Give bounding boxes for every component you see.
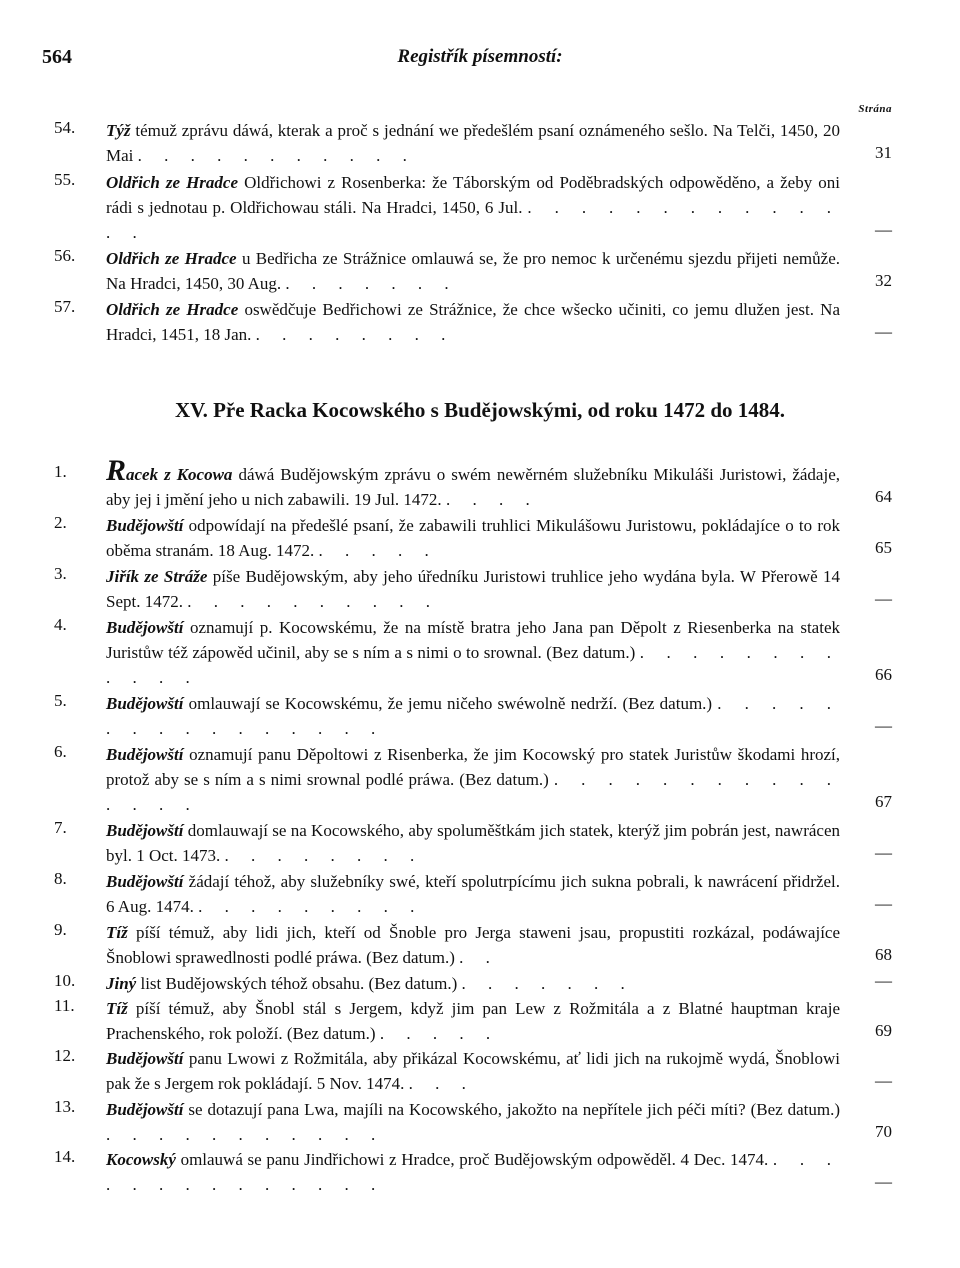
entry-number: 12.	[54, 1046, 76, 1065]
entry-page-number: —	[875, 894, 892, 914]
entry-author: Budějowští	[106, 1100, 184, 1119]
entry-text	[106, 170, 840, 246]
entry-number: 6.	[54, 742, 67, 761]
entry-number: 8.	[54, 869, 67, 888]
leader-dots: . . . . .	[318, 541, 438, 561]
entry-text	[106, 246, 840, 296]
entry-page-number: 32	[875, 271, 892, 291]
entry-page-number: —	[875, 1071, 892, 1091]
entry-author: Oldřich ze Hradce	[106, 300, 239, 319]
entry-body: témuž zprávu dáwá, kterak a proč s jednání we předešlém psaní oznámeného sešlo. Na Telči, 1450, 20 Mai	[106, 121, 841, 166]
page-header	[42, 46, 918, 86]
entry-number: 9.	[54, 920, 67, 939]
entry-text	[106, 920, 840, 970]
entry-author: Budějowští	[106, 618, 184, 637]
entry-body: oznamují p. Kocowskému, že na místě bratra jeho Jana pan Děpolt z Riesenberka na statek Juristůw též zápowěd učinil, aby se s ním a s nimi o to srownal. (Bez datum.)	[106, 618, 841, 663]
entry-page-number: —	[875, 322, 892, 342]
entry-body: oznamují panu Děpoltowi z Risenberka, že jim Kocowský pro statek Juristůw škodami hrozí, protož aby se s ním a s nimi srownal podlé práwa. (Bez datum.)	[106, 745, 841, 790]
entry-page-number: 65	[875, 538, 892, 558]
entry-number: 10.	[54, 971, 76, 990]
entry-text	[106, 691, 840, 741]
entry-number: 54.	[54, 118, 76, 137]
entry-text	[106, 513, 840, 563]
leader-dots: . . . . . . . .	[224, 846, 424, 866]
entry-body: se dotazují pana Lwa, majíli na Kocowského, jakožto na nepřítele jich péči míti? (Bez datum.)	[188, 1100, 840, 1119]
leader-dots: . . . . . . . . . . . . . . . .	[106, 694, 841, 739]
entry-body: list Budějowských téhož obsahu. (Bez datum.)	[140, 974, 458, 993]
entry-number: 3.	[54, 564, 67, 583]
leader-dots: . . . .	[445, 490, 539, 510]
leader-dots: . . .	[408, 1074, 475, 1094]
page-number: 564	[42, 46, 72, 68]
entry-page-number: —	[875, 716, 892, 736]
entry-page-number: —	[875, 220, 892, 240]
leader-dots: . . . . . . . . .	[198, 897, 424, 917]
entry-body: u Bedřicha ze Strážnice omlauwá se, že pro nemoc k určenému sjezdu přijeti nemůže. Na Hradci, 1450, 30 Aug.	[106, 249, 840, 294]
entry-author: Budějowští	[106, 1049, 184, 1068]
entry-text	[106, 118, 840, 168]
entry-author: Budějowští	[106, 694, 184, 713]
leader-dots: . . . . . . . . . . . . . .	[106, 1150, 841, 1195]
entry-page-number: 67	[875, 792, 892, 812]
entry-author: Kocowský	[106, 1150, 176, 1169]
entry-body: omlauwají se Kocowskému, že jemu ničeho swéwolně nedrží. (Bez datum.)	[188, 694, 713, 713]
entry-author: Oldřich ze Hradce	[106, 173, 239, 192]
leader-dots: . . . . . . .	[285, 274, 458, 294]
entry-body: píše Budějowským, aby jeho úředníku Juristowi truhlice jeho wydána byla. W Přerowě 14 Sept. 1472.	[106, 567, 841, 612]
entry-author: Tíž	[106, 999, 128, 1018]
leader-dots: . . . . . . .	[461, 974, 634, 993]
entry-body: žádají téhož, aby služebníky swé, kteří spolutrpícímu jich sukna pobrali, k nawrácení přidržel. 6 Aug. 1474.	[106, 872, 840, 917]
leader-dots: . . . . . . . . . . . .	[106, 643, 841, 688]
entry-page-number: —	[875, 1172, 892, 1192]
entry-number: 14.	[54, 1147, 76, 1166]
entry-page-number: 31	[875, 143, 892, 163]
entry-number: 2.	[54, 513, 67, 532]
entry-number: 55.	[54, 170, 76, 189]
entry-author: Jiřík ze Stráže	[106, 567, 208, 586]
entry-number: 7.	[54, 818, 67, 837]
leader-dots: . . . . . . . . . .	[187, 592, 439, 612]
entry-number: 56.	[54, 246, 76, 265]
entry-text	[106, 869, 840, 919]
entry-text	[106, 297, 840, 347]
entry-page-number: 64	[875, 487, 892, 507]
entry-page-number: —	[875, 971, 892, 990]
entry-body: odpowídají na předešlé psaní, že zabawili truhlici Mikulášowu Juristowu, pokládajíce o to rok oběma stranám. 18 Aug. 1472.	[106, 516, 841, 561]
entry-number: 11.	[54, 996, 75, 1015]
entry-author: Budějowští	[106, 821, 184, 840]
entry-body: dáwá Budějowským zprávu o swém newěrném služebníku Mikuláši Juristowi, žádaje, aby jej i jmění jeho u nich zabawili. 19 Jul. 1472.	[106, 465, 840, 510]
entry-body: oswědčuje Bedřichowi ze Strážnice, že chce wšecko učiniti, co jemu dlužen jest. Na Hradci, 1451, 18 Jan.	[106, 300, 840, 345]
entry-number: 5.	[54, 691, 67, 710]
entry-author: Oldřich ze Hradce	[106, 249, 237, 268]
entry-text	[106, 1097, 840, 1147]
entry-text	[106, 742, 840, 818]
entry-author: Budějowští	[106, 516, 184, 535]
entry-number: 1.	[54, 462, 67, 481]
entry-author: Týž	[106, 121, 131, 140]
entry-page-number: —	[875, 589, 892, 609]
entry-text	[106, 996, 840, 1046]
entry-author: Tíž	[106, 923, 128, 942]
leader-dots: . . . . .	[379, 1024, 500, 1044]
entry-author: Racek z Kocowa	[106, 454, 233, 487]
entry-body: omlauwá se panu Jindřichowi z Hradce, proč Budějowským odpowěděl. 4 Dec. 1474.	[180, 1150, 769, 1169]
leader-dots: . . . . . . . . . . . . . . .	[106, 770, 841, 815]
leader-dots: . . . . . . . . . . .	[106, 1125, 385, 1145]
entry-text	[106, 1046, 840, 1096]
column-label-strana: Strána	[858, 103, 892, 115]
entry-body: Oldřichowi z Rosenberka: že Táborským od Poděbradských odpowěděno, a žeby oni rádi s jednotau p. Oldřichowau stáli. Na Hradci, 1450, 6 Jul.	[106, 173, 840, 218]
entry-text	[106, 615, 840, 691]
entry-body: panu Lwowi z Rožmitála, aby přikázal Kocowskému, ať lidi jich na rukojmě wydá, Šnoblowi pak že s Jergem rok pokládají. 5 Nov. 1474.	[106, 1049, 841, 1094]
entry-author: Jiný	[106, 974, 137, 993]
leader-dots: . . . . . . . . . . . . . .	[106, 198, 841, 243]
entry-text	[106, 564, 840, 614]
entry-page-number: 69	[875, 1021, 892, 1041]
initial-letter: R	[106, 454, 127, 487]
entry-text	[106, 454, 840, 512]
entry-body: domlauwají se na Kocowského, aby spoluměštkám jich statek, kterýž jim pobrán jest, nawrácen byl. 1 Oct. 1473.	[106, 821, 840, 866]
entry-author: Budějowští	[106, 872, 184, 891]
entry-number: 4.	[54, 615, 67, 634]
entry-author: Budějowští	[106, 745, 184, 764]
entry-number: 13.	[54, 1097, 76, 1116]
leader-dots: . .	[459, 948, 499, 968]
entry-text	[106, 1147, 840, 1197]
entry-page-number: 68	[875, 945, 892, 965]
entry-text	[106, 971, 840, 996]
entry-text	[106, 818, 840, 868]
entry-page-number: 66	[875, 665, 892, 685]
entry-number: 57.	[54, 297, 76, 316]
entry-page-number: —	[875, 843, 892, 863]
entry-body: píší témuž, aby Šnobl stál s Jergem, když jim pan Lew z Rožmitála a z Blatné hauptman kraje Prachenského, rok položí. (Bez datum.)	[106, 999, 840, 1044]
leader-dots: . . . . . . . .	[255, 325, 455, 345]
leader-dots: . . . . . . . . . . .	[137, 146, 416, 166]
entry-page-number: 70	[875, 1122, 892, 1142]
section-title: XV. Pře Racka Kocowského s Budějowskými, od roku 1472 do 1484.	[174, 398, 786, 422]
entry-body: píší témuž, aby lidi jich, kteří od Šnoble pro Jerga staweni jsau, propustiti rozkázal, podáwajíce Šnoblowi sprawedlnosti podlé práwa. (Bez datum.)	[106, 923, 841, 968]
running-head: Registřík písemností:	[397, 46, 563, 67]
